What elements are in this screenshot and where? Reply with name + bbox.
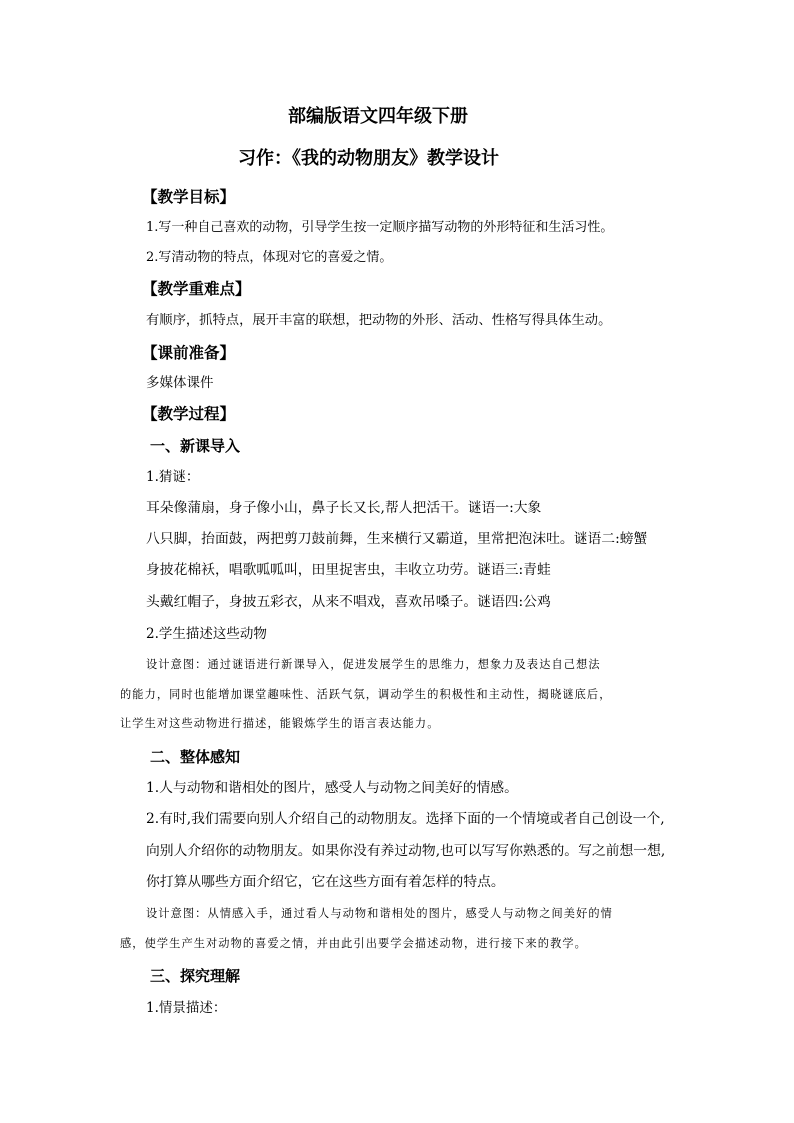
design-intent-note-1-line-2: 的能力，同时也能增加课堂趣味性、活跃气氛，调动学生的积极性和主动性，揭晓谜底后， xyxy=(120,688,612,701)
design-intent-note-2-line-1: 设计意图：从情感入手，通过看人与动物和谐相处的图片，感受人与动物之间美好的情 xyxy=(146,907,613,920)
intro-step-1: 1.猜谜： xyxy=(146,469,200,485)
riddle-1: 耳朵像蒲扇，身子像小山，鼻子长又长,帮人把活干。谜语一:大象 xyxy=(146,500,542,516)
overall-step-1: 1.人与动物和谐相处的图片，感受人与动物之间美好的情感。 xyxy=(146,780,518,796)
doc-title-lesson: 习作：《我的动物朋友》教学设计 xyxy=(238,148,499,169)
section-heading-explore: 三、探究理解 xyxy=(150,967,241,985)
explore-step-1: 1.情景描述： xyxy=(146,1000,227,1016)
design-intent-note-1-line-1: 设计意图：通过谜语进行新课导入，促进发展学生的思维力，想象力及表达自己想法 xyxy=(146,658,601,671)
goal-item-1: 1.写一种自己喜欢的动物，引导学生按一定顺序描写动物的外形特征和生活习性。 xyxy=(146,220,614,235)
section-heading-overall: 二、整体感知 xyxy=(150,748,241,766)
goal-item-2: 2.写清动物的特点，体现对它的喜爱之情。 xyxy=(146,250,393,265)
design-intent-note-1-line-3: 让学生对这些动物进行描述，能锻炼学生的语言表达能力。 xyxy=(120,717,440,730)
overall-step-2-line-3: 你打算从哪些方面介绍它，它在这些方面有着怎样的特点。 xyxy=(146,874,505,890)
overall-step-2-line-2: 向别人介绍你的动物朋友。如果你没有养过动物,也可以写写你熟悉的。写之前想一想, xyxy=(146,843,666,859)
design-intent-note-2-line-2: 感，使学生产生对动物的喜爱之情，并由此引出要学会描述动物，进行接下来的教学。 xyxy=(120,937,587,950)
heading-key-points: 【教学重难点】 xyxy=(142,279,251,298)
section-heading-intro: 一、新课导入 xyxy=(150,437,241,455)
riddle-2: 八只脚，抬面鼓，两把剪刀鼓前舞，生来横行又霸道，里常把泡沫吐。谜语二:螃蟹 xyxy=(146,531,648,547)
heading-process: 【教学过程】 xyxy=(142,404,236,423)
overall-step-2-line-1: 2.有时,我们需要向别人介绍自己的动物朋友。选择下面的一个情境或者自己创设一个, xyxy=(146,811,665,827)
preparation-text: 多媒体课件 xyxy=(146,375,214,391)
doc-title-grade: 部编版语文四年级下册 xyxy=(288,106,468,127)
key-points-text: 有顺序，抓特点，展开丰富的联想，把动物的外形、活动、性格写得具体生动。 xyxy=(146,313,612,328)
heading-teaching-goals: 【教学目标】 xyxy=(142,187,236,206)
intro-step-2: 2.学生描述这些动物 xyxy=(146,626,267,642)
heading-preparation: 【课前准备】 xyxy=(142,343,236,362)
riddle-3: 身披花棉袄，唱歌呱呱叫，田里捉害虫，丰收立功劳。谜语三:青蛙 xyxy=(146,562,551,578)
riddle-4: 头戴红帽子，身披五彩衣，从来不唱戏，喜欢吊嗓子。谜语四:公鸡 xyxy=(146,594,551,610)
